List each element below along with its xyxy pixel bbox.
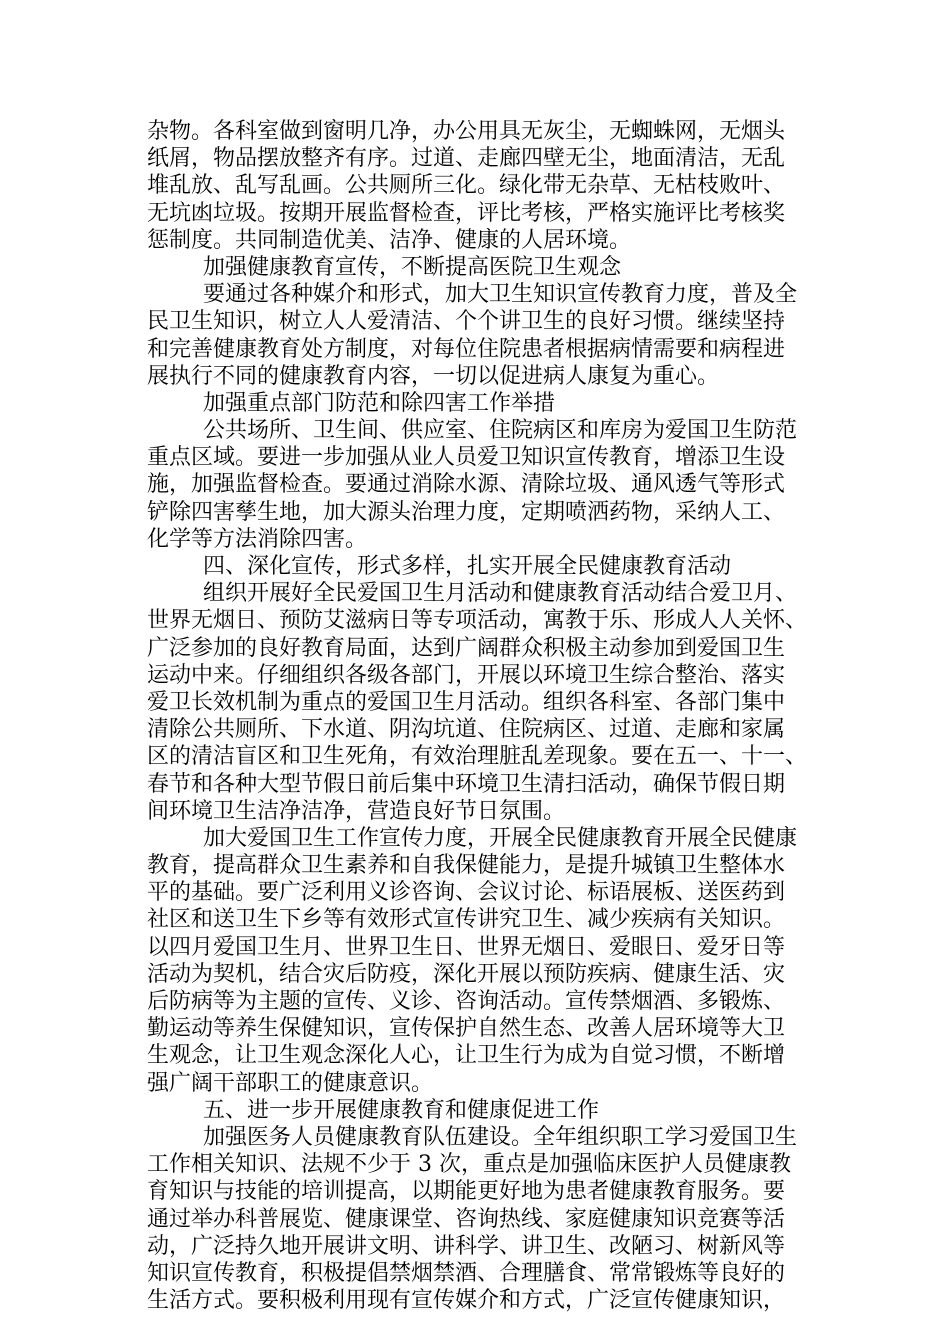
text-line: 以四月爱国卫生月、世界卫生日、世界无烟日、爱眼日、爱牙日等 — [147, 934, 786, 960]
text-line: 运动中来。仔细组织各级各部门，开展以环境卫生综合整治、落实 — [147, 662, 786, 688]
text-line: 育知识与技能的培训提高，以期能更好地为患者健康教育服务。要 — [147, 1179, 786, 1205]
text-line: 社区和送卫生下乡等有效形式宣传讲究卫生、减少疾病有关知识。 — [147, 907, 786, 933]
text-line: 堆乱放、乱写乱画。公共厕所三化。绿化带无杂草、无枯枝败叶、 — [147, 173, 786, 199]
text-line: 无坑凼垃圾。按期开展监督检查，评比考核，严格实施评比考核奖 — [147, 200, 786, 226]
text-line: 教育，提高群众卫生素养和自我保健能力，是提升城镇卫生整体水 — [147, 853, 786, 879]
paragraph-start-line: 五、进一步开展健康教育和健康促进工作 — [203, 1097, 600, 1123]
text-line: 杂物。各科室做到窗明几净，办公用具无灰尘，无蜘蛛网，无烟头 — [147, 119, 786, 144]
paragraph-start-line: 加大爱国卫生工作宣传力度，开展全民健康教育开展全民健康 — [203, 825, 798, 851]
text-line: 勤运动等养生保健知识，宣传保护自然生态、改善人居环境等大卫 — [147, 1016, 786, 1042]
paragraph-start-line: 四、深化宣传，形式多样，扎实开展全民健康教育活动 — [203, 554, 732, 579]
text-line: 区的清洁盲区和卫生死角，有效治理脏乱差现象。要在五一、十一、 — [147, 744, 808, 770]
paragraph-start-line: 组织开展好全民爱国卫生月活动和健康教育活动结合爱卫月、 — [203, 581, 798, 607]
text-line: 爱卫长效机制为重点的爱国卫生月活动。组织各科室、各部门集中 — [147, 689, 786, 715]
paragraph-start-line: 公共场所、卫生间、供应室、住院病区和库房为爱国卫生防范 — [203, 418, 798, 444]
paragraph-start-line: 加强医务人员健康教育队伍建设。全年组织职工学习爱国卫生 — [203, 1124, 798, 1150]
text-line: 知识宣传教育，积极提倡禁烟禁酒、合理膳食、常常锻炼等良好的 — [147, 1260, 786, 1286]
paragraph-start-line: 加强重点部门防范和除四害工作举措 — [203, 390, 556, 416]
text-line: 春节和各种大型节假日前后集中环境卫生清扫活动，确保节假日期 — [147, 771, 786, 797]
text-line: 清除公共厕所、下水道、阴沟坑道、住院病区、过道、走廊和家属 — [147, 717, 786, 743]
text-line: 平的基础。要广泛利用义诊咨询、会议讨论、标语展板、送医药到 — [147, 880, 786, 906]
text-line: 通过举办科普展览、健康课堂、咨询热线、家庭健康知识竞赛等活 — [147, 1206, 786, 1232]
body-text — [147, 118, 823, 1314]
text-line: 惩制度。共同制造优美、洁净、健康的人居环境。 — [147, 227, 632, 253]
text-line: 强广阔干部职工的健康意识。 — [147, 1070, 434, 1096]
text-line: 和完善健康教育处方制度，对每位住院患者根据病情需要和病程进 — [147, 336, 786, 362]
text-line: 世界无烟日、预防艾滋病日等专项活动，寓教于乐、形成人人关怀、 — [147, 608, 808, 634]
text-line: 后防病等为主题的宣传、义诊、咨询活动。宣传禁烟酒、多锻炼、 — [147, 989, 786, 1014]
paragraph-start-line: 加强健康教育宣传，不断提高医院卫生观念 — [203, 254, 622, 280]
text-line: 铲除四害孳生地，加大源头治理力度，定期喷洒药物，采纳人工、 — [147, 499, 786, 525]
text-line: 活动为契机，结合灾后防疫，深化开展以预防疾病、健康生活、灾 — [147, 961, 786, 987]
text-line: 施，加强监督检查。要通过消除水源、清除垃圾、通风透气等形式 — [147, 472, 786, 498]
text-line: 生活方式。要积极利用现有宣传媒介和方式，广泛宣传健康知识， — [147, 1288, 786, 1314]
text-line: 广泛参加的良好教育局面，达到广阔群众积极主动参加到爱国卫生 — [147, 635, 786, 661]
text-line: 间环境卫生洁净洁净，营造良好节日氛围。 — [147, 798, 566, 824]
text-line: 工作相关知识、法规不少于 3 次，重点是加强临床医护人员健康教 — [147, 1152, 791, 1178]
text-line: 重点区域。要进一步加强从业人员爱卫知识宣传教育，增添卫生设 — [147, 445, 786, 471]
text-line: 纸屑，物品摆放整齐有序。过道、走廊四壁无尘，地面清洁，无乱 — [147, 146, 786, 172]
paragraph-start-line: 要通过各种媒介和形式，加大卫生知识宣传教育力度，普及全 — [203, 282, 798, 308]
text-line: 动，广泛持久地开展讲文明、讲科学、讲卫生、改陋习、树新风等 — [147, 1233, 786, 1259]
text-line: 生观念，让卫生观念深化人心，让卫生行为成为自觉习惯，不断增 — [147, 1043, 786, 1069]
text-line: 化学等方法消除四害。 — [147, 526, 368, 552]
text-line: 民卫生知识，树立人人爱清洁、个个讲卫生的良好习惯。继续坚持 — [147, 309, 786, 335]
text-line: 展执行不同的健康教育内容，一切以促进病人康复为重心。 — [147, 363, 720, 389]
